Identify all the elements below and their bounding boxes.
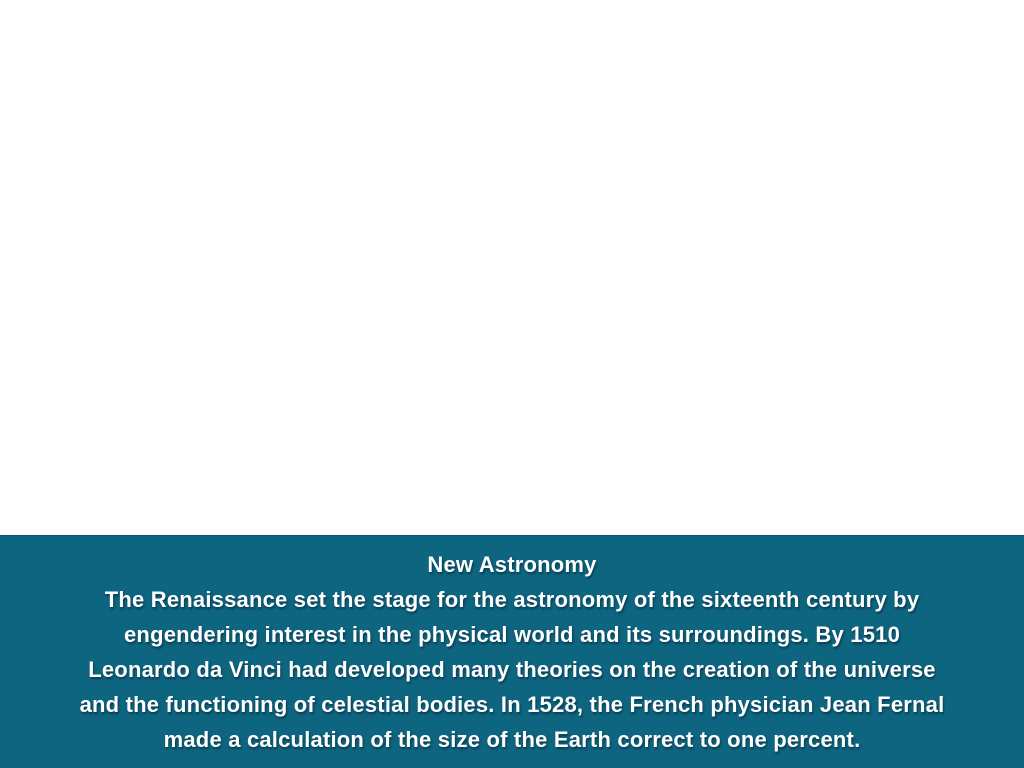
- caption-banner: [0, 535, 1024, 768]
- slide-body-line-3: Leonardo da Vinci had developed many theories on the creation of the universe: [88, 657, 936, 682]
- slide-body-line-4: and the functioning of celestial bodies. In 1528, the French physician Jean Fernal: [79, 692, 945, 717]
- slide-body-line-5: made a calculation of the size of the Earth correct to one percent.: [163, 727, 861, 752]
- slide-title: New Astronomy: [427, 552, 597, 577]
- slide-body-line-1: The Renaissance set the stage for the astronomy of the sixteenth century by: [104, 587, 920, 612]
- slide-body-line-2: engendering interest in the physical world and its surroundings. By 1510: [124, 622, 900, 647]
